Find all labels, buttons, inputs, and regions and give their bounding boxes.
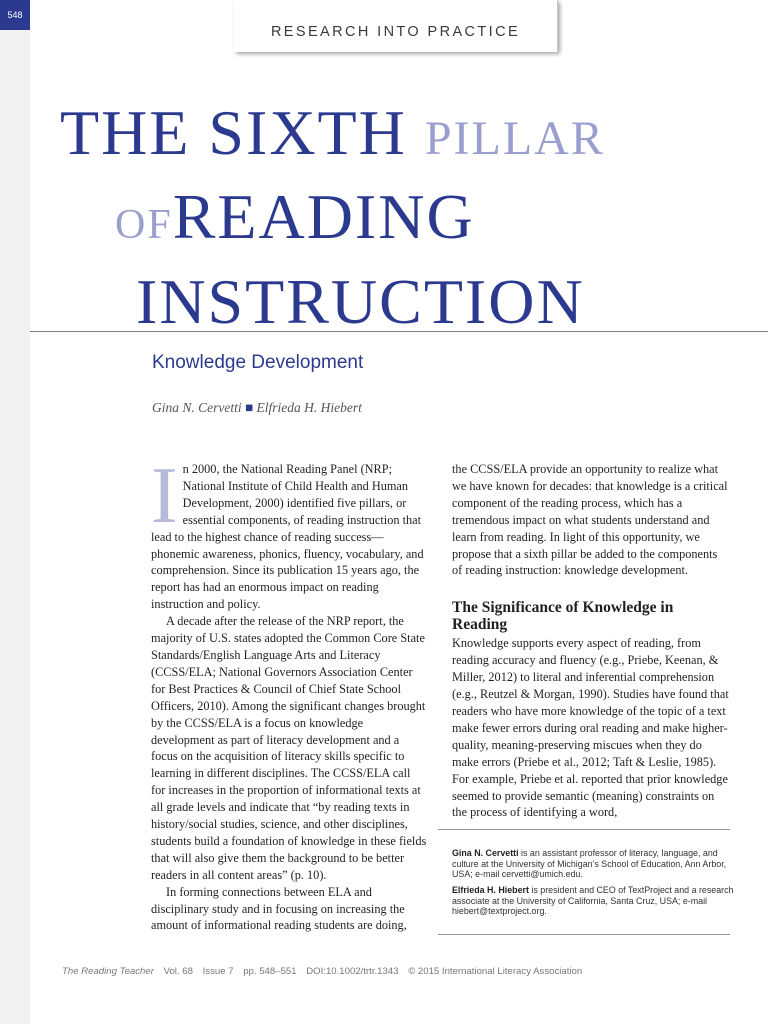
footer-pages: pp. 548–551 — [243, 966, 297, 977]
title-word-the-sixth: THE SIXTH — [60, 97, 407, 168]
title-divider — [30, 331, 768, 332]
bio-1-text: is an assistant professor of literacy, language, and culture at the University of Michigan’s School of Education, Ann Arbor, USA; e-mail cervetti@umich.edu. — [452, 848, 727, 880]
title-word-of: OF — [115, 202, 173, 248]
footer-copyright: © 2015 International Literacy Association — [408, 966, 583, 977]
paragraph-5: Knowledge supports every aspect of reading, from reading accuracy and fluency (e.g., Priebe, Keenan, & Miller, 2012) to literal and inferential comprehension (e.g., Reutzel & Morgan, 1990). Studies have found that readers who have more knowledge of the topic of a text make fewer errors during oral reading and make higher-quality, meaning-preserving miscues when they do make errors (Priebe et al., 2012; Taft & Leslie, 1985). For example, Priebe et al. reported that prior knowledge seemed to provide semantic (meaning) constraints on the process of identifying a word, — [452, 636, 729, 820]
bio-2-text: is president and CEO of TextProject and a research associate at the University of California, Santa Cruz, USA; e-mail hiebert@textproject.org. — [452, 885, 734, 917]
section-tab — [234, 0, 558, 52]
bio-2-name: Elfrieda H. Hiebert — [452, 885, 529, 895]
page-number-badge: 548 — [0, 0, 30, 30]
author-2: Elfrieda H. Hiebert — [256, 400, 362, 415]
title-word-reading: READING — [172, 181, 475, 252]
footer-doi: DOI:10.1002/trtr.1343 — [306, 966, 399, 977]
author-bio-1 — [452, 848, 734, 880]
section-heading: The Significance of Knowledge in Reading — [452, 599, 674, 634]
body-column-2 — [452, 461, 730, 821]
paragraph-2: A decade after the release of the NRP report, the majority of U.S. states adopted the Common Core State Standards/English Language Arts and Literacy (CCSS/ELA; National Governors Association Center for Best Practices & Council of Chief State School Officers, 2010). Among the significant changes brought by the CCSS/ELA is a focus on knowledge development as part of literacy development and a focus on the acquisition of literacy skills specific to learning in different disciplines. The CCSS/ELA call for increases in the proportion of informational texts at all grade levels and indicate that “by reading texts in history/social studies, science, and other disciplines, students build a foundation of knowledge in these fields that will also give them the background to be better readers in all content areas” (p. 10). — [151, 614, 427, 882]
paragraph-1 — [151, 452, 427, 613]
body-column-1 — [151, 452, 427, 934]
title-line-3: INSTRUCTION — [136, 266, 585, 337]
bio-top-rule — [438, 829, 730, 830]
subtitle: Knowledge Development — [152, 352, 364, 373]
drop-cap: I — [151, 452, 178, 540]
title-line-1 — [60, 96, 605, 170]
left-margin-bar — [0, 0, 30, 1024]
paragraph-4: the CCSS/ELA provide an opportunity to realize what we have known for decades: that knowledge is a critical component of the reading process, which has a tremendous impact on what students understand and learn from reading. In light of this opportunity, we propose that a sixth pillar be added to the components of reading instruction: knowledge development. — [452, 462, 728, 578]
footer-volume: Vol. 68 — [163, 966, 193, 977]
footer-journal: The Reading Teacher — [62, 966, 154, 977]
author-1: Gina N. Cervetti — [152, 400, 242, 415]
title-line-2 — [115, 180, 475, 254]
title-word-pillar: PILLAR — [424, 112, 605, 165]
author-separator: ■ — [245, 400, 254, 415]
author-bio-2 — [452, 885, 734, 917]
paragraph-1-text: n 2000, the National Reading Panel (NRP; National Institute of Child Health and Human Development, 2000) identified five pillars, or essential components, of reading instruction that lead to the highest chance of reading success—phonemic awareness, phonics, fluency, vocabulary, and comprehension. Since its publication 15 years ago, the report has had an enormous impact on reading instruction and policy. — [151, 462, 424, 612]
paragraph-3: In forming connections between ELA and disciplinary study and in focusing on increasing the amount of informational reading students are doing, — [151, 884, 407, 933]
bio-bottom-rule — [438, 934, 730, 935]
author-line — [152, 400, 362, 416]
footer-issue: Issue 7 — [202, 966, 234, 977]
page-footer — [62, 966, 589, 977]
section-label: RESEARCH INTO PRACTICE — [270, 24, 521, 40]
bio-1-name: Gina N. Cervetti — [452, 848, 519, 858]
